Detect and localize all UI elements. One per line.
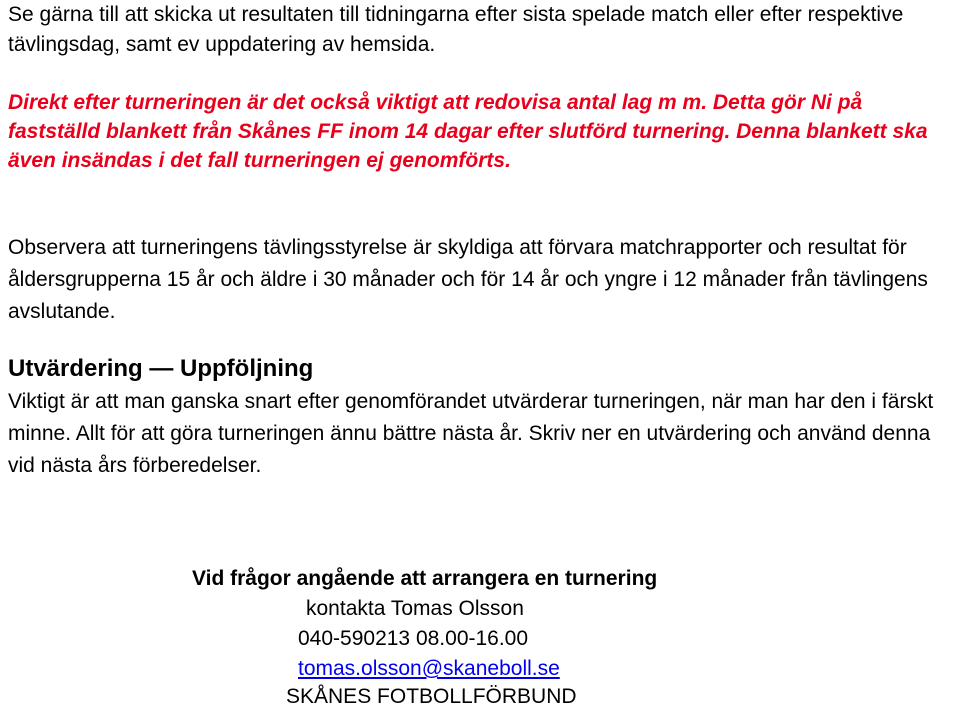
paragraph-report-deadline-highlight: Direkt efter turneringen är det också viktigt att redovisa antal lag m m. Detta gör Ni på fastställd blankett från Skånes FF inom 14 dagar efter slutförd turnering. Denna blankett ska även insändas i det fall turneringen ej genomförts.: [8, 91, 928, 172]
section-heading-evaluation: Utvärdering — Uppföljning: [8, 355, 314, 382]
contact-organization: SKÅNES FOTBOLLFÖRBUND: [286, 685, 577, 708]
contact-name: kontakta Tomas Olsson: [306, 597, 524, 620]
paragraph-results-reporting: Se gärna till att skicka ut resultaten till tidningarna efter sista spelade match eller efter respektive tävlingsdag, samt ev uppdatering av hemsida.: [8, 3, 904, 56]
paragraph-evaluation: Viktigt är att man ganska snart efter genomförandet utvärderar turneringen, när man har den i färskt minne. Allt för att göra turneringen ännu bättre nästa år. Skriv ner en utvärdering och använd denna vid nästa års förberedelser.: [8, 390, 934, 477]
contact-phone: 040-590213 08.00-16.00: [298, 627, 529, 650]
contact-email-link[interactable]: tomas.olsson@skaneboll.se: [298, 657, 560, 680]
contact-title: Vid frågor angående att arrangera en turnering: [192, 567, 658, 590]
paragraph-archive-requirements: Observera att turneringens tävlingsstyrelse är skyldiga att förvara matchrapporter och resultat för åldersgrupperna 15 år och äldre i 30 månader och för 14 år och yngre i 12 månader från tävlingens avslutande.: [8, 236, 928, 323]
